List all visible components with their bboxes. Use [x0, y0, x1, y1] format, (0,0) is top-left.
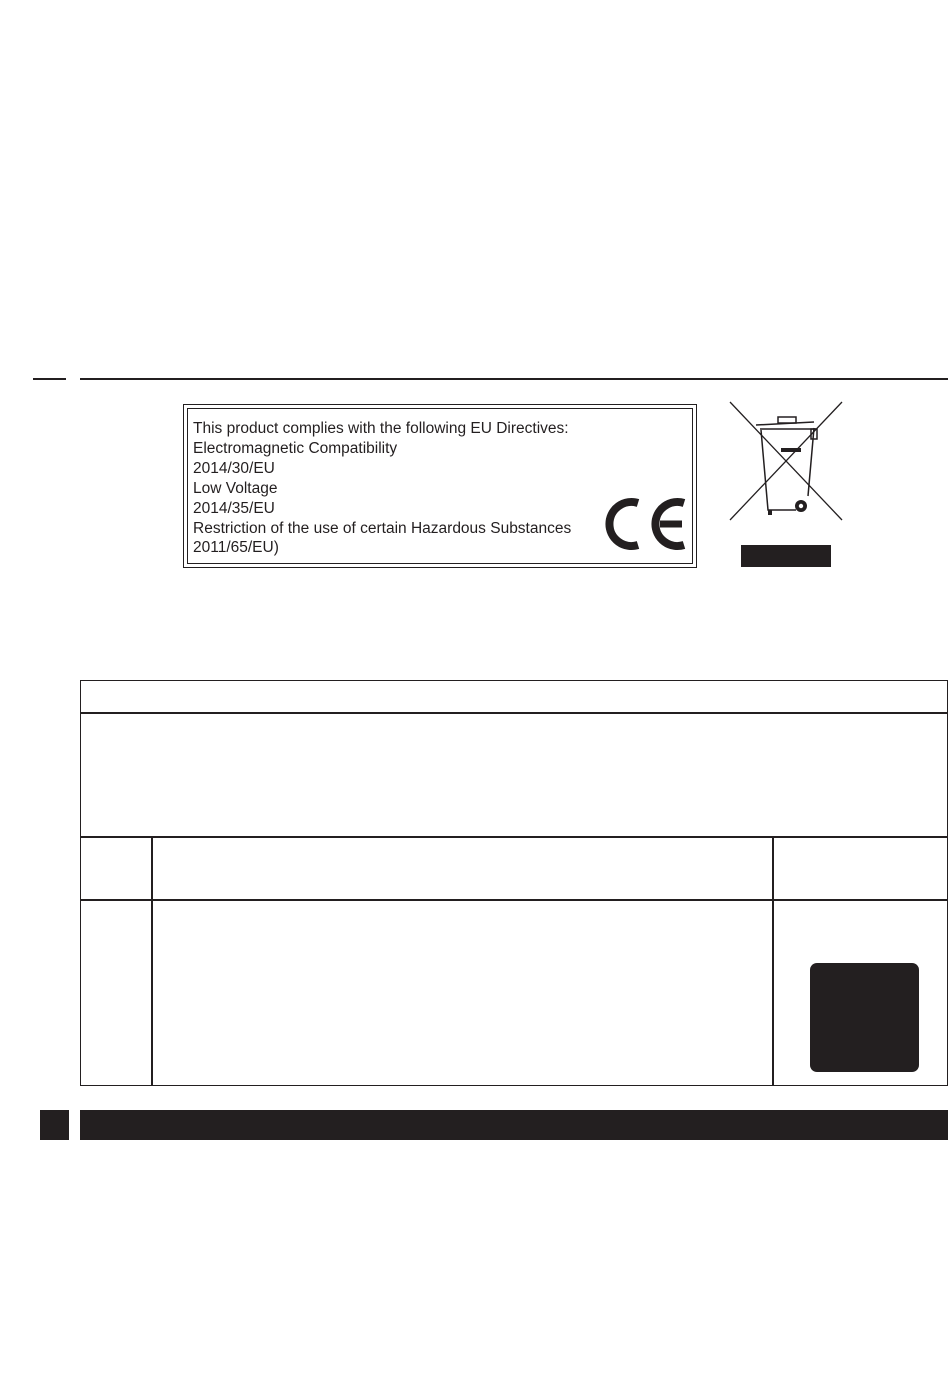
table-divider-body: [81, 836, 947, 838]
compliance-line-intro: This product complies with the following EU Directives:: [193, 420, 569, 437]
table-divider-row: [81, 899, 947, 901]
compliance-line-emc: Electromagnetic Compatibility: [193, 439, 398, 457]
table-column-divider-left: [151, 836, 153, 1085]
crossed-out-wheelie-bin-icon: [726, 400, 846, 525]
compliance-text: [193, 419, 571, 558]
table-divider-header: [81, 712, 947, 714]
info-table: [80, 680, 948, 1086]
ce-mark-icon: [602, 492, 690, 556]
footer-bar: [80, 1110, 948, 1140]
compliance-line-rohs: Restriction of the use of certain Hazardous Substances: [193, 519, 572, 537]
weee-bar: [741, 545, 831, 567]
compliance-line-lvd-number: 2014/35/EU: [193, 499, 275, 517]
compliance-line-rohs-number: 2011/65/EU): [193, 539, 279, 557]
table-column-divider-right: [772, 836, 774, 1085]
compliance-line-lvd: Low Voltage: [193, 479, 278, 497]
section-rule-long: [80, 378, 948, 380]
section-rule-short: [33, 378, 66, 380]
dark-badge: [810, 963, 919, 1072]
compliance-line-emc-number: 2014/30/EU: [193, 459, 275, 477]
page-number-block: [40, 1110, 69, 1140]
